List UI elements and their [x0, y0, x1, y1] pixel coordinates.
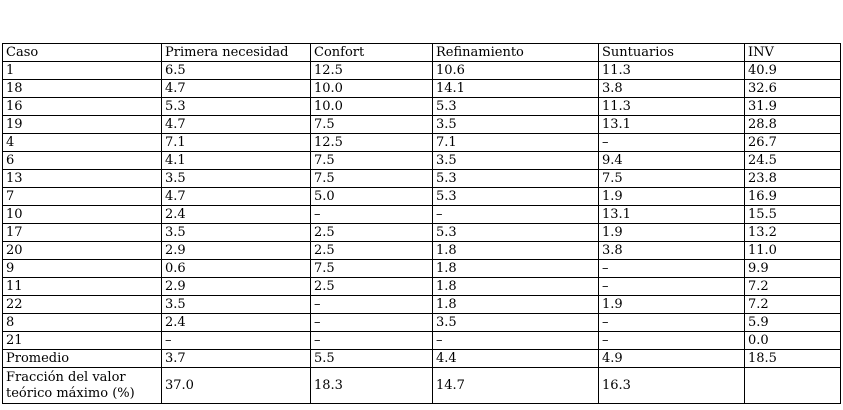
column-header: INV: [745, 44, 841, 62]
table-cell: 9.4: [599, 152, 745, 170]
table-cell: 4.1: [162, 152, 311, 170]
table-cell: 18.3: [311, 368, 433, 404]
table-cell: [745, 368, 841, 404]
average-row: [3, 350, 841, 368]
row-label-cell: 10: [3, 206, 162, 224]
row-label-cell: 16: [3, 98, 162, 116]
table-cell: –: [599, 134, 745, 152]
table-cell: 5.3: [162, 98, 311, 116]
table-cell: 28.8: [745, 116, 841, 134]
column-header: Refinamiento: [433, 44, 599, 62]
table-cell: 14.1: [433, 80, 599, 98]
table-cell: 7.1: [433, 134, 599, 152]
table-cell: 7.2: [745, 296, 841, 314]
table-cell: 1.9: [599, 188, 745, 206]
table-cell: –: [311, 314, 433, 332]
table-cell: 5.3: [433, 98, 599, 116]
table-row: [3, 188, 841, 206]
table-cell: 1.9: [599, 224, 745, 242]
column-header: Confort: [311, 44, 433, 62]
table-cell: 9.9: [745, 260, 841, 278]
table-cell: 3.5: [433, 314, 599, 332]
table-cell: 2.5: [311, 278, 433, 296]
table-row: [3, 314, 841, 332]
table-cell: 3.5: [162, 170, 311, 188]
table-cell: 40.9: [745, 62, 841, 80]
table-cell: –: [311, 332, 433, 350]
table-cell: 7.5: [311, 260, 433, 278]
table-cell: 4.7: [162, 116, 311, 134]
table-cell: –: [311, 296, 433, 314]
table-row: [3, 134, 841, 152]
table-cell: 7.5: [311, 170, 433, 188]
table-cell: 5.5: [311, 350, 433, 368]
table-row: [3, 170, 841, 188]
table-cell: 10.0: [311, 80, 433, 98]
table-cell: 16.9: [745, 188, 841, 206]
table-cell: 26.7: [745, 134, 841, 152]
column-header: Suntuarios: [599, 44, 745, 62]
table-row: [3, 296, 841, 314]
data-table: [2, 43, 841, 404]
table-cell: 37.0: [162, 368, 311, 404]
row-label-cell: 9: [3, 260, 162, 278]
table-cell: 2.5: [311, 242, 433, 260]
table-cell: 0.6: [162, 260, 311, 278]
table-cell: 10.0: [311, 98, 433, 116]
table-cell: 12.5: [311, 134, 433, 152]
table-row: [3, 278, 841, 296]
table-cell: 3.8: [599, 242, 745, 260]
table-cell: 12.5: [311, 62, 433, 80]
row-label-cell: 7: [3, 188, 162, 206]
column-header: Primera necesidad: [162, 44, 311, 62]
table-cell: 7.1: [162, 134, 311, 152]
table-cell: 5.9: [745, 314, 841, 332]
table-cell: –: [599, 278, 745, 296]
table-cell: 18.5: [745, 350, 841, 368]
table-cell: 2.9: [162, 278, 311, 296]
table-cell: 4.7: [162, 80, 311, 98]
table-cell: 11.3: [599, 62, 745, 80]
row-label-cell: 18: [3, 80, 162, 98]
table-cell: 10.6: [433, 62, 599, 80]
table-cell: 2.4: [162, 314, 311, 332]
table-cell: 7.5: [311, 152, 433, 170]
row-label-cell: 1: [3, 62, 162, 80]
table-cell: 14.7: [433, 368, 599, 404]
table-cell: 5.3: [433, 170, 599, 188]
table-body: [3, 62, 841, 404]
table-row: [3, 80, 841, 98]
table-cell: –: [433, 206, 599, 224]
table-cell: –: [433, 332, 599, 350]
footer-row: [3, 368, 841, 404]
row-label-cell: 13: [3, 170, 162, 188]
table-row: [3, 116, 841, 134]
table-row: [3, 152, 841, 170]
table-cell: 13.1: [599, 116, 745, 134]
table-cell: 3.5: [162, 224, 311, 242]
table-row: [3, 332, 841, 350]
row-label-cell: 21: [3, 332, 162, 350]
table-cell: 5.3: [433, 224, 599, 242]
table-cell: 7.2: [745, 278, 841, 296]
table-cell: 1.8: [433, 242, 599, 260]
row-label-cell: Promedio: [3, 350, 162, 368]
table-cell: 7.5: [311, 116, 433, 134]
row-label-cell: 20: [3, 242, 162, 260]
table-cell: 11.0: [745, 242, 841, 260]
table-cell: 24.5: [745, 152, 841, 170]
table-cell: 0.0: [745, 332, 841, 350]
table-cell: 23.8: [745, 170, 841, 188]
table-cell: –: [599, 314, 745, 332]
table-cell: –: [599, 332, 745, 350]
table-cell: 11.3: [599, 98, 745, 116]
table-cell: 1.9: [599, 296, 745, 314]
table-row: [3, 62, 841, 80]
table-cell: 7.5: [599, 170, 745, 188]
table-cell: 15.5: [745, 206, 841, 224]
row-label-cell: 4: [3, 134, 162, 152]
table-cell: 13.1: [599, 206, 745, 224]
table-cell: 3.5: [433, 116, 599, 134]
table-cell: 13.2: [745, 224, 841, 242]
table-cell: 6.5: [162, 62, 311, 80]
table-cell: –: [599, 260, 745, 278]
table-cell: 1.8: [433, 296, 599, 314]
table-cell: 3.5: [433, 152, 599, 170]
table-cell: 5.0: [311, 188, 433, 206]
row-label-cell: 22: [3, 296, 162, 314]
table-cell: 4.7: [162, 188, 311, 206]
row-label-cell: 19: [3, 116, 162, 134]
table-row: [3, 224, 841, 242]
table-cell: 3.7: [162, 350, 311, 368]
table-cell: 2.4: [162, 206, 311, 224]
row-label-cell: Fracción del valor teórico máximo (%): [3, 368, 162, 404]
row-label-cell: 6: [3, 152, 162, 170]
table-cell: 2.9: [162, 242, 311, 260]
table-row: [3, 206, 841, 224]
table-row: [3, 242, 841, 260]
row-label-cell: 11: [3, 278, 162, 296]
table-cell: –: [311, 206, 433, 224]
table-cell: 4.4: [433, 350, 599, 368]
table-cell: 1.8: [433, 278, 599, 296]
table-cell: –: [162, 332, 311, 350]
table-cell: 31.9: [745, 98, 841, 116]
table-cell: 3.5: [162, 296, 311, 314]
table-cell: 5.3: [433, 188, 599, 206]
table-cell: 3.8: [599, 80, 745, 98]
table-row: [3, 98, 841, 116]
row-label-cell: 8: [3, 314, 162, 332]
table-row: [3, 260, 841, 278]
table-cell: 16.3: [599, 368, 745, 404]
table-cell: 4.9: [599, 350, 745, 368]
row-label-cell: 17: [3, 224, 162, 242]
table-cell: 2.5: [311, 224, 433, 242]
table-cell: 32.6: [745, 80, 841, 98]
table-cell: 1.8: [433, 260, 599, 278]
header-row: [3, 44, 841, 62]
column-header: Caso: [3, 44, 162, 62]
